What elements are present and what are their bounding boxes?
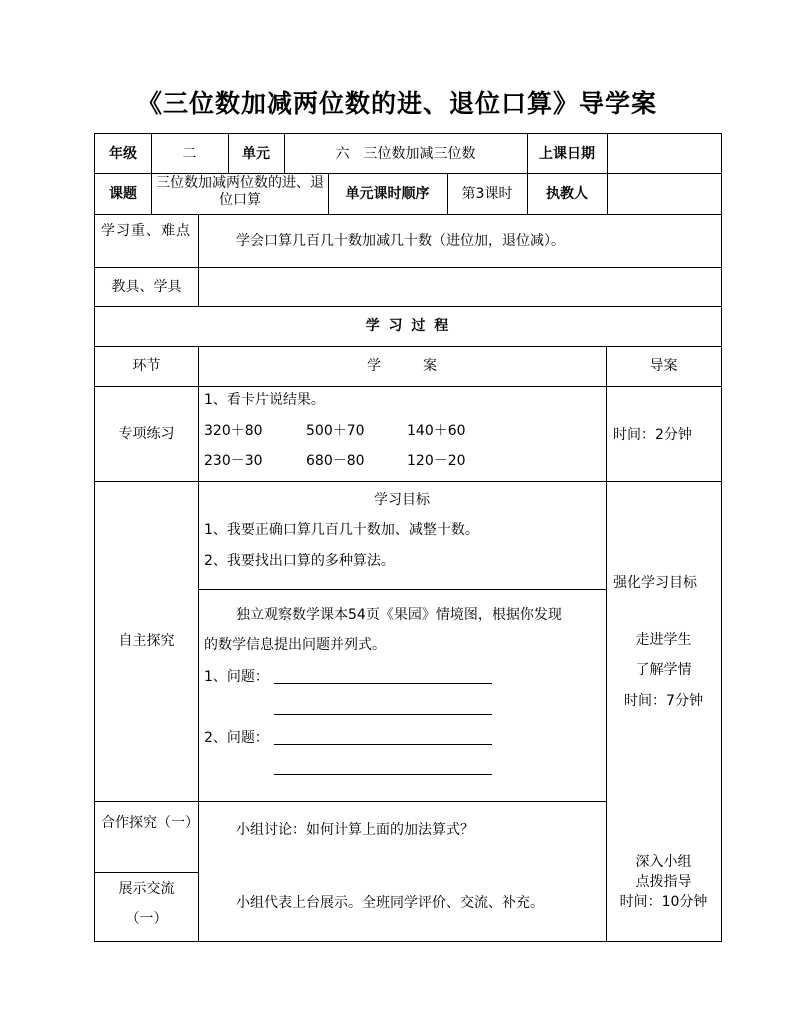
coop-stage: 合作探究（一） bbox=[101, 815, 199, 831]
grade-value: 二 bbox=[182, 146, 197, 162]
practice-card: 320＋80 bbox=[204, 423, 263, 439]
explore-guide: 走进学生 bbox=[635, 632, 692, 648]
focus-value: 学会口算几百几十数加减几十数（进位加，退位减）。 bbox=[236, 233, 565, 249]
coop-guide: 深入小组 bbox=[635, 854, 692, 870]
unit-value: 六 三位数加减三位数 bbox=[335, 146, 476, 162]
practice-card: 230－30 bbox=[204, 453, 263, 469]
practice-card: 140＋60 bbox=[407, 423, 466, 439]
goal-item: 2、我要找出口算的多种算法。 bbox=[204, 553, 395, 569]
practice-stage: 专项练习 bbox=[118, 426, 175, 442]
focus-label: 学习重、难点 bbox=[101, 223, 191, 239]
coop-content: 小组讨论：如何计算上面的加法算式？ bbox=[236, 822, 474, 838]
header-guide: 导案 bbox=[649, 358, 678, 374]
topic-label: 课题 bbox=[109, 186, 137, 202]
share-stage: （一） bbox=[125, 911, 168, 927]
practice-intro: 1、看卡片说结果。 bbox=[204, 392, 325, 408]
unit-label: 单元 bbox=[242, 146, 270, 162]
practice-time: 时间：2分钟 bbox=[613, 427, 692, 443]
lesson-plan-table bbox=[94, 133, 722, 942]
goal-item: 1、我要正确口算几百几十数加、减整十数。 bbox=[204, 522, 479, 538]
explore-guide: 了解学情 bbox=[635, 662, 692, 678]
tools-label: 教具、学具 bbox=[111, 279, 182, 295]
explore-time: 时间：7分钟 bbox=[624, 693, 703, 709]
answer-line[interactable] bbox=[274, 683, 492, 684]
explore-guide: 强化学习目标 bbox=[613, 575, 697, 591]
explore-stage: 自主探究 bbox=[118, 633, 175, 649]
share-content: 小组代表上台展示。全班同学评价、交流、补充。 bbox=[236, 895, 544, 911]
header-stage: 环节 bbox=[132, 358, 161, 374]
share-stage: 展示交流 bbox=[118, 881, 175, 897]
grade-label: 年级 bbox=[109, 146, 137, 162]
page-title: 《三位数加减两位数的进、退位口算》导学案 bbox=[136, 89, 657, 118]
answer-line[interactable] bbox=[274, 774, 492, 775]
question-label: 1、问题： bbox=[204, 669, 269, 685]
answer-line[interactable] bbox=[274, 714, 492, 715]
practice-card: 120－20 bbox=[407, 453, 466, 469]
topic-value: 三位数加减两位数的进、退位口算 bbox=[156, 175, 324, 208]
order-value: 第3课时 bbox=[461, 186, 513, 202]
process-title: 学 习 过 程 bbox=[365, 318, 451, 334]
question-label: 2、问题： bbox=[204, 730, 269, 746]
header-plan: 学 案 bbox=[367, 358, 437, 374]
teacher-label: 执教人 bbox=[546, 186, 588, 202]
answer-line[interactable] bbox=[274, 744, 492, 745]
order-label: 单元课时顺序 bbox=[345, 186, 430, 202]
date-label: 上课日期 bbox=[539, 146, 595, 162]
coop-guide: 点拨指导 bbox=[635, 874, 692, 890]
goal-title: 学习目标 bbox=[374, 492, 430, 508]
task-text: 独立观察数学课本54页《果园》情境图，根据你发现 bbox=[236, 607, 562, 623]
practice-card: 680－80 bbox=[306, 453, 365, 469]
practice-card: 500＋70 bbox=[306, 423, 365, 439]
coop-time: 时间：10分钟 bbox=[619, 894, 708, 910]
task-text: 的数学信息提出问题并列式。 bbox=[204, 637, 386, 653]
